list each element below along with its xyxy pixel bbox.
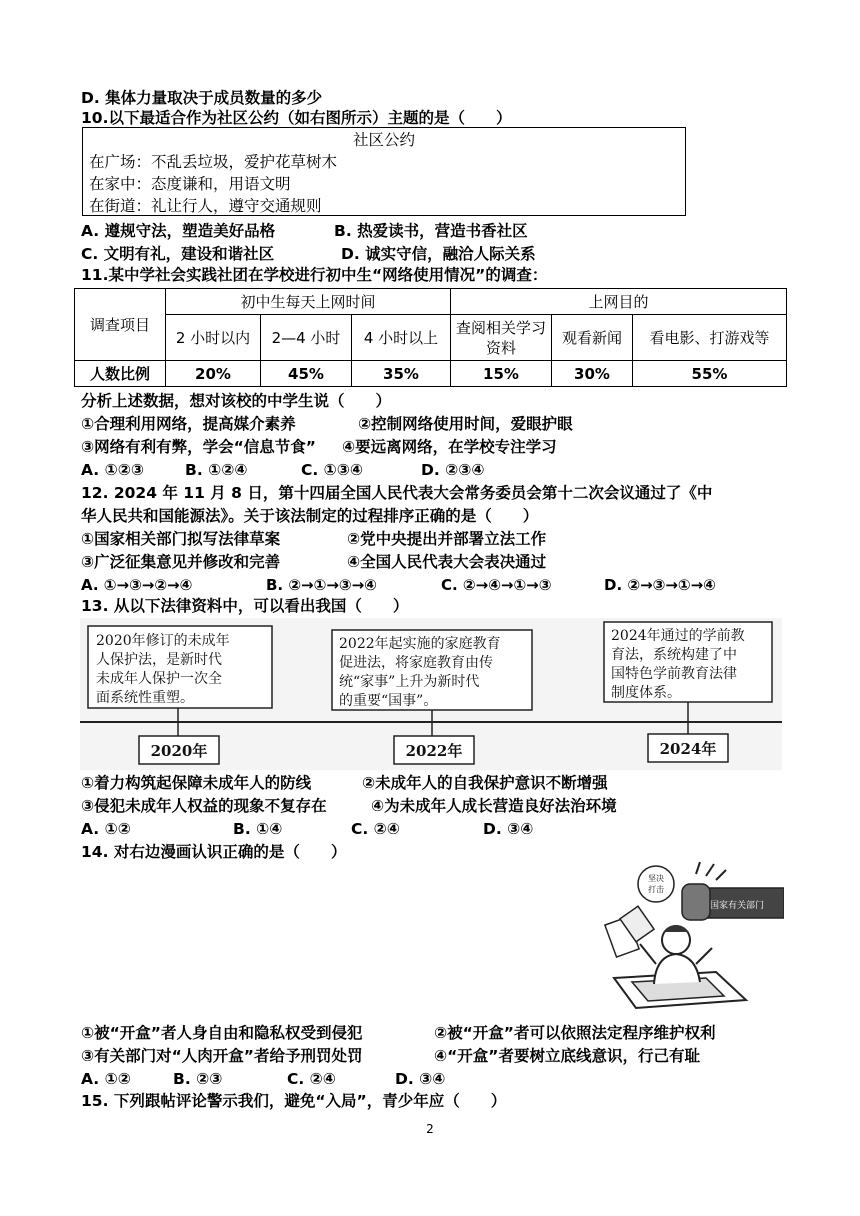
q14-stem: 14. 对右边漫画认识正确的是（ ） [81, 843, 347, 861]
q14-option-d: D. ③④ [395, 1070, 446, 1088]
covenant-line: 在广场：不乱丢垃圾，爱护花草树木 [89, 153, 338, 171]
timeline-note-line: 育法，系统构建了中 [611, 647, 737, 663]
q12-stem-line2: 华人民共和国能源法》。关于该法制定的过程排序正确的是（ ） [81, 507, 539, 525]
timeline-note-line: 未成年人保护一次全 [96, 671, 222, 687]
q12-item: ②党中央提出并部署立法工作 [347, 530, 547, 548]
timeline-note-line: 2020年修订的未成年 [96, 633, 230, 649]
q9-option-d: D. 集体力量取决于成员数量的多少 [81, 89, 323, 107]
q14-option-b: B. ②③ [173, 1070, 223, 1088]
table-col-header: 查阅相关学习资料 [451, 315, 552, 361]
table-col-header: 2 小时以内 [166, 315, 261, 361]
table-cell: 15% [451, 361, 552, 387]
q12-option-b: B. ②→①→③→④ [266, 576, 377, 594]
q12-item: ①国家相关部门拟写法律草案 [81, 530, 281, 548]
q14-option-c: C. ②④ [287, 1070, 336, 1088]
q13-item: ④为未成年人成长营造良好法治环境 [371, 797, 617, 815]
timeline-year-label: 2020年 [150, 742, 208, 760]
covenant-line: 在家中：态度谦和，用语文明 [89, 175, 291, 193]
table-cell: 20% [166, 361, 261, 387]
svg-text:坚决: 坚决 [648, 874, 664, 883]
q14-item: ④“开盒”者要树立底线意识，行己有耻 [434, 1047, 700, 1065]
q12-item: ④全国人民代表大会表决通过 [347, 553, 547, 571]
q11-items-row1 [81, 414, 573, 434]
q14-item: ②被“开盒”者可以依照法定程序维护权利 [434, 1024, 716, 1042]
q13-option-a: A. ①② [81, 820, 131, 838]
q14-item: ③有关部门对“人肉开盒”者给予刑罚处罚 [81, 1047, 363, 1065]
fist [682, 884, 710, 920]
q11-item: ①合理利用网络，提高媒介素养 [81, 415, 296, 433]
q12-items-row1 [81, 529, 547, 549]
q13-item: ②未成年人的自我保护意识不断增强 [362, 774, 608, 792]
timeline-note-line: 制度体系。 [611, 685, 681, 701]
q13-item: ③侵犯未成年人权益的现象不复存在 [81, 797, 327, 815]
survey-table [74, 288, 787, 387]
q13-stem: 13. 从以下法律资料中，可以看出我国（ ） [81, 597, 409, 615]
q14-item: ①被“开盒”者人身自由和隐私权受到侵犯 [81, 1024, 363, 1042]
q10-options-row1 [81, 221, 528, 241]
timeline-note-line: 的重要“国事”。 [339, 693, 438, 709]
table-header-group2: 上网目的 [451, 289, 787, 315]
q12-option-c: C. ②→④→①→③ [441, 576, 552, 594]
q11-stem: 11.某中学社会实践社团在学校进行初中生“网络使用情况”的调查： [81, 266, 548, 284]
law-timeline-figure [80, 618, 782, 770]
q13-options [81, 819, 534, 839]
table-header-item: 调查项目 [75, 289, 166, 361]
q13-items-row2 [81, 796, 617, 816]
q12-stem-line1: 12. 2024 年 11 月 8 日，第十四届全国人民代表大会常务委员会第十二次会议通过了《中 [81, 484, 713, 502]
q11-items-row2 [81, 437, 557, 457]
q13-items-row1 [81, 773, 608, 793]
timeline-note-line: 促进法，将家庭教育由传 [339, 655, 493, 671]
q10-option-a: A. 遵规守法，塑造美好品格 [81, 222, 276, 240]
timeline-note-line: 面系统性重塑。 [96, 690, 194, 706]
table-cell: 30% [552, 361, 633, 387]
q12-items-row2 [81, 552, 547, 572]
timeline-note-line: 人保护法，是新时代 [96, 652, 222, 668]
q12-option-a: A. ①→③→②→④ [81, 576, 193, 594]
q11-item: ②控制网络使用时间，爱眼护眼 [358, 415, 573, 433]
table-row-label: 人数比例 [75, 361, 166, 387]
timeline-note-line: 国特色学前教育法律 [611, 666, 737, 682]
q11-item: ③网络有利有弊，学会“信息节食” [81, 438, 316, 456]
table-col-header: 观看新闻 [552, 315, 633, 361]
page-number: 2 [426, 1122, 434, 1136]
q14-option-a: A. ①② [81, 1070, 131, 1088]
q13-option-d: D. ③④ [483, 820, 534, 838]
sleeve-label: 国家有关部门 [710, 901, 765, 911]
q10-option-c: C. 文明有礼，建设和谐社区 [81, 245, 275, 263]
timeline-note-line: 2022年起实施的家庭教育 [339, 636, 501, 652]
q11-item: ④要远离网络，在学校专注学习 [342, 438, 557, 456]
table-col-header: 看电影、打游戏等 [633, 315, 787, 361]
q14-items-row1 [81, 1023, 716, 1043]
q13-option-c: C. ②④ [351, 820, 400, 838]
q12-options [81, 575, 716, 595]
q10-option-d: D. 诚实守信，融洽人际关系 [341, 245, 536, 263]
q11-options [81, 460, 485, 480]
q13-option-b: B. ①④ [233, 820, 283, 838]
q10-stem: 10.以下最适合作为社区公约（如右图所示）主题的是（ ） [81, 109, 512, 127]
q10-options-row2 [81, 244, 536, 264]
timeline-note-line: 统“家事”上升为新时代 [339, 674, 480, 690]
community-covenant-title: 社区公约 [352, 131, 415, 149]
q13-item: ①着力构筑起保障未成年人的防线 [81, 774, 312, 792]
community-covenant-box [82, 127, 686, 216]
q12-option-d: D. ②→③→①→④ [604, 576, 716, 594]
table-cell: 45% [261, 361, 352, 387]
timeline-year-label: 2022年 [405, 742, 463, 760]
q11-option-d: D. ②③④ [421, 461, 485, 479]
table-cell: 55% [633, 361, 787, 387]
q11-option-b: B. ①②④ [185, 461, 248, 479]
q15-stem: 15. 下列跟帖评论警示我们，避免“入局”，青少年应（ ） [81, 1092, 507, 1110]
timeline-year-label: 2024年 [659, 740, 717, 758]
svg-text:打击: 打击 [648, 885, 664, 894]
q11-option-a: A. ①②③ [81, 461, 144, 479]
table-col-header: 2—4 小时 [261, 315, 352, 361]
q11-option-c: C. ①③④ [301, 461, 364, 479]
q11-prompt: 分析上述数据，想对该校的中学生说（ ） [81, 392, 392, 410]
q14-options [81, 1069, 446, 1089]
slogan-badge [638, 866, 674, 902]
table-cell: 35% [352, 361, 451, 387]
doxxing-cartoon [596, 860, 784, 1010]
q14-items-row2 [81, 1046, 700, 1066]
table-col-header: 4 小时以上 [352, 315, 451, 361]
timeline-note-line: 2024年通过的学前教 [611, 628, 745, 644]
q12-item: ③广泛征集意见并修改和完善 [81, 553, 281, 571]
q10-option-b: B. 热爱读书，营造书香社区 [334, 222, 528, 240]
covenant-line: 在街道：礼让行人，遵守交通规则 [89, 197, 322, 215]
table-header-group1: 初中生每天上网时间 [166, 289, 451, 315]
